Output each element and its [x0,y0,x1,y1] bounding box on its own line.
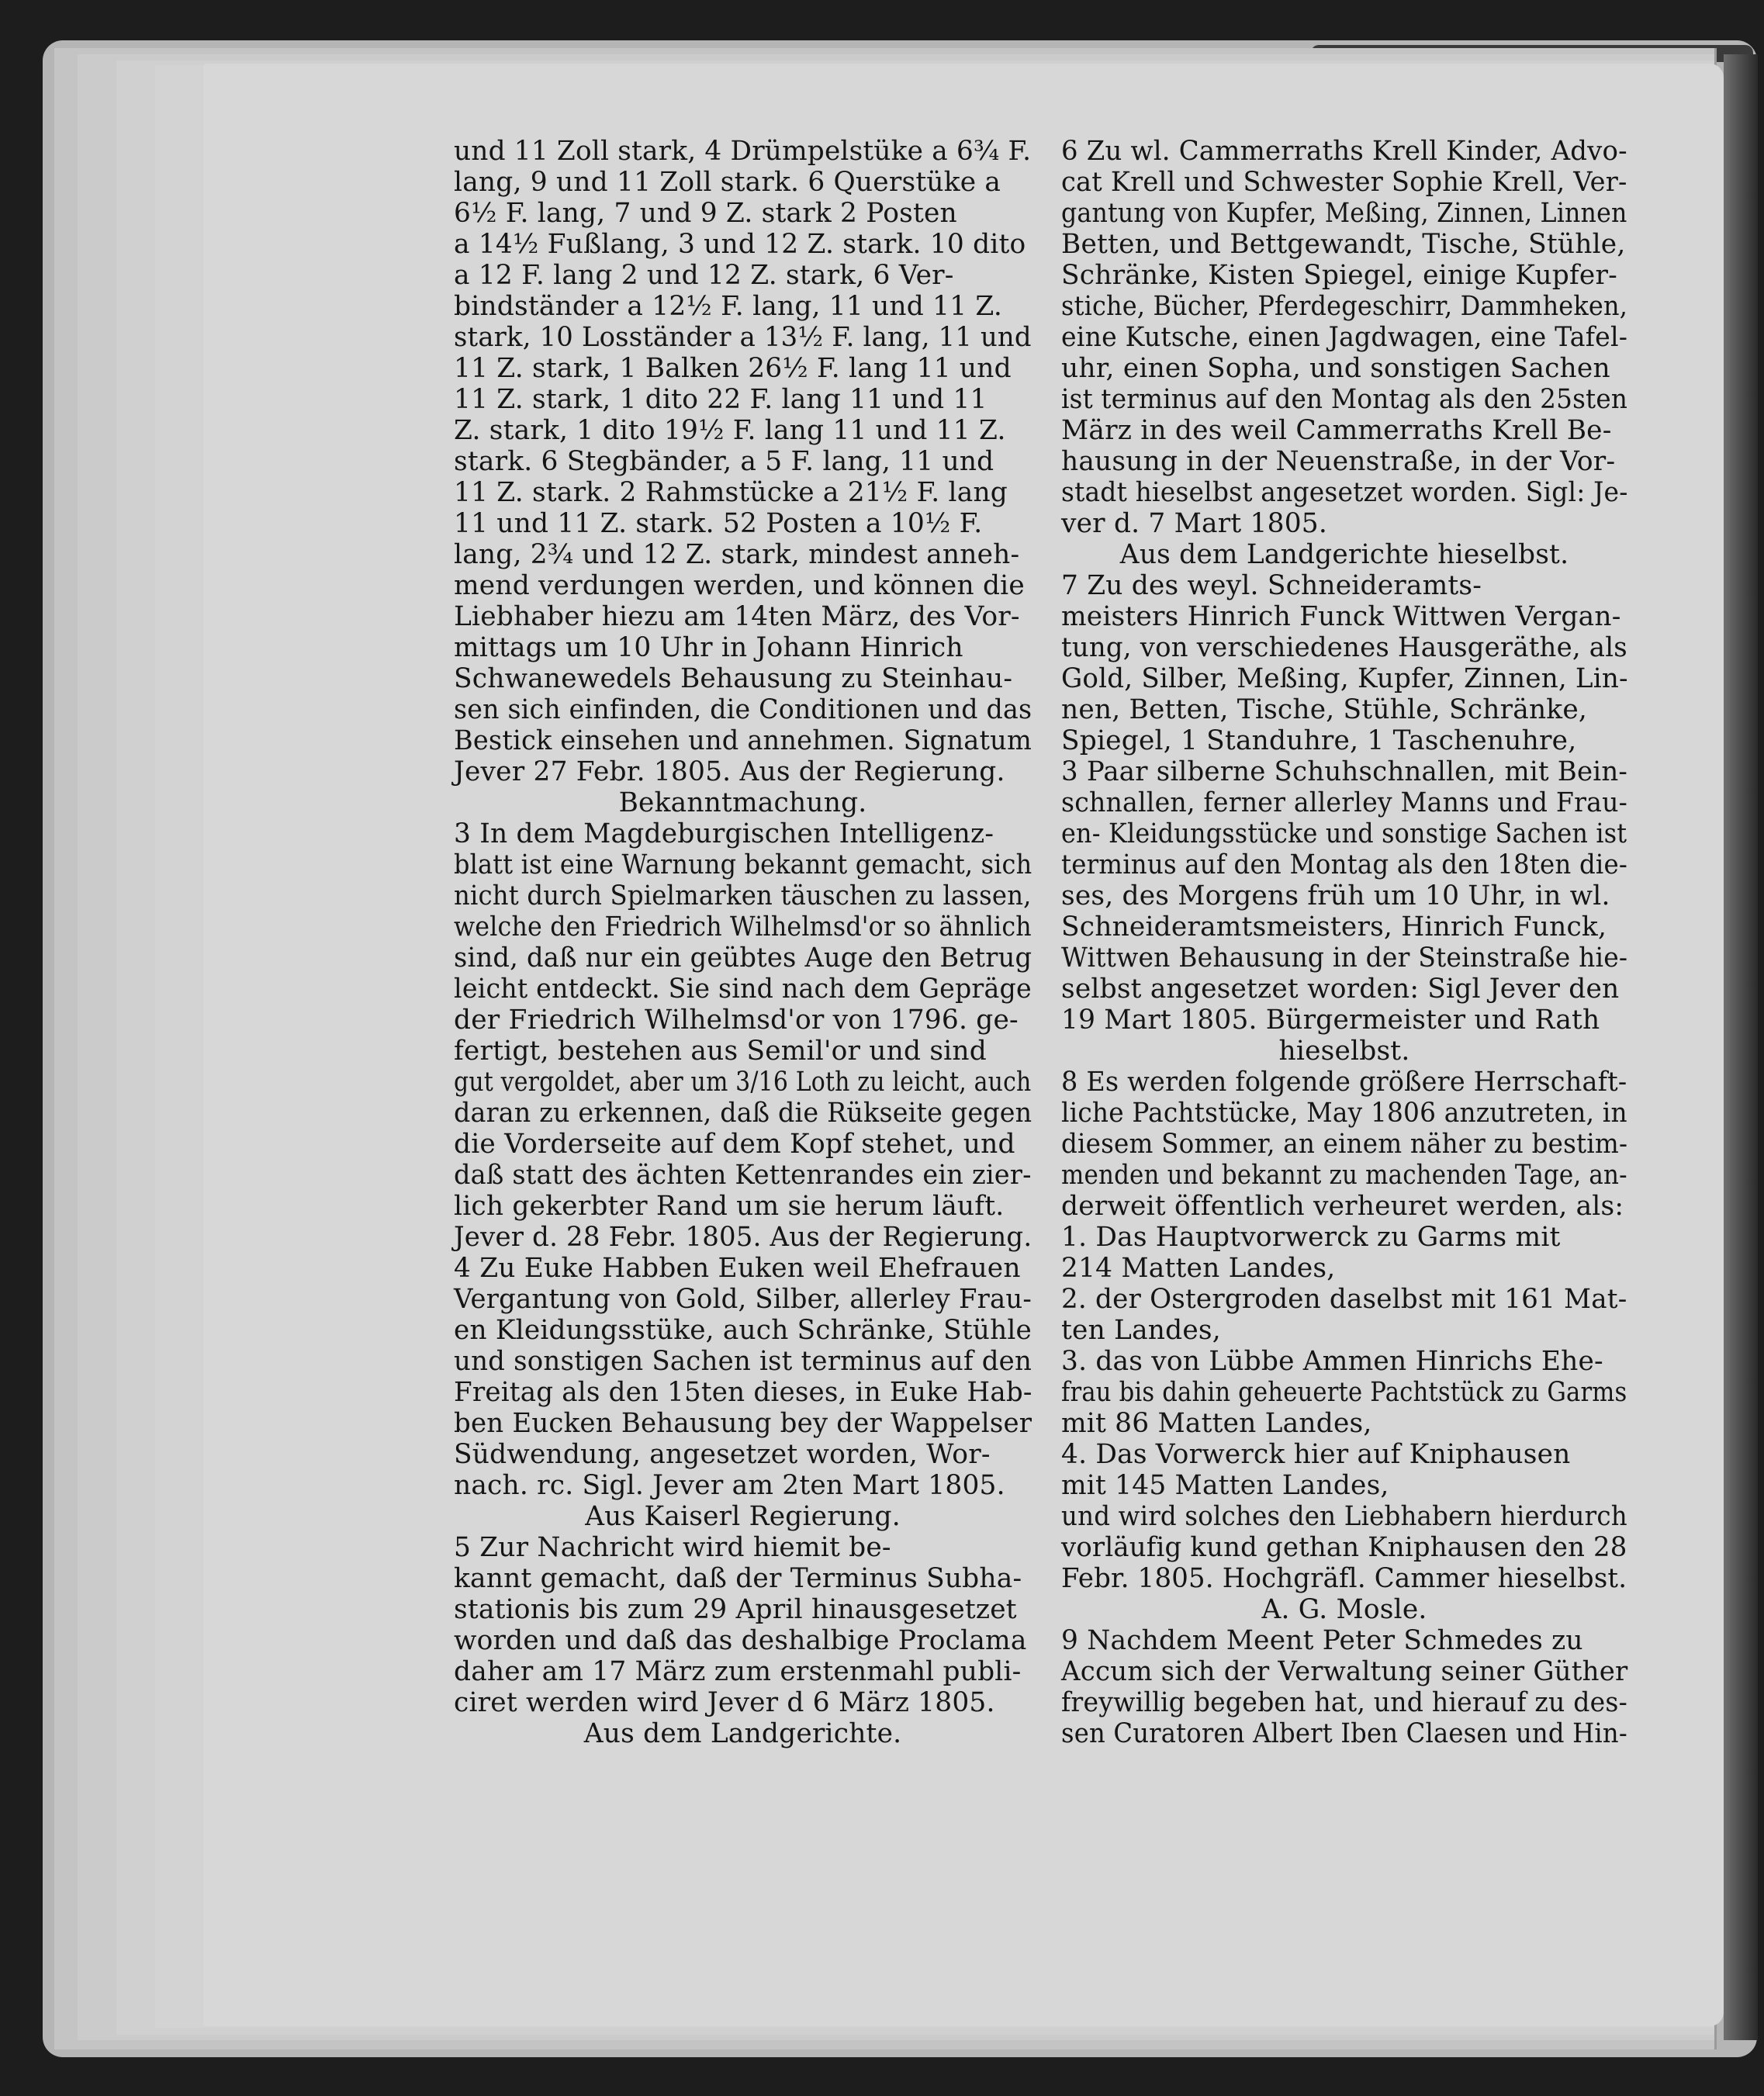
text-line: 3 In dem Magdeburgischen Intelligenz- [454,818,994,849]
text-line: stiche, Bücher, Pferdegeschirr, Dammheken, [1061,291,1628,322]
text-line: worden und daß das deshalbige Proclama [454,1625,1027,1656]
text-line: Wittwen Behausung in der Steinstraße hie- [1061,943,1628,974]
text-line: 4 Zu Euke Habben Euken weil Ehefrauen [454,1253,1021,1284]
text-line: 5 Zur Nachricht wird hiemit be- [454,1532,891,1563]
text-line: der Friedrich Wilhelmsd'or von 1796. ge- [454,1005,1019,1036]
text-line: Betten, und Bettgewandt, Tische, Stühle, [1061,229,1626,260]
text-line: sind, daß nur ein geübtes Auge den Betrug [454,943,1032,974]
text-line: stark. 6 Stegbänder, a 5 F. lang, 11 und [454,446,994,477]
book-gutter [1724,54,1758,2040]
text-line: Gold, Silber, Meßing, Kupfer, Zinnen, Lin- [1061,663,1628,694]
text-line: en- Kleidungsstücke und sonstige Sachen ist [1061,818,1627,849]
text-line: Bestick einsehen und annehmen. Signatum [454,725,1032,756]
text-line: mittags um 10 Uhr in Johann Hinrich [454,632,963,663]
text-line: freywillig begeben hat, und hierauf zu des- [1061,1687,1627,1718]
text-line: stark, 10 Losständer a 13½ F. lang, 11 und [454,322,1032,353]
text-line: ben Eucken Behausung bey der Wappelser [454,1408,1032,1439]
text-line: mend verdungen werden, und können die [454,570,1025,601]
text-line: selbst angesetzet worden: Sigl Jever den [1061,974,1620,1005]
text-line: en Kleidungsstüke, auch Schränke, Stühle [454,1315,1032,1346]
text-line: daß statt des ächten Kettenrandes ein zier- [454,1160,1032,1191]
text-line: nen, Betten, Tische, Stühle, Schränke, [1061,694,1588,725]
text-line: ses, des Morgens früh um 10 Uhr, in wl. [1061,880,1610,911]
text-line: daran zu erkennen, daß die Rükseite gegen [454,1098,1032,1129]
text-line: Aus dem Landgerichte. [583,1718,902,1749]
text-line: nicht durch Spielmarken täuschen zu lassen, [454,880,1032,911]
text-line: welche den Friedrich Wilhelmsd'or so ähnlich [454,911,1032,943]
text-line: Febr. 1805. Hochgräfl. Cammer hieselbst. [1061,1563,1627,1594]
right-text-column [1061,136,1627,1749]
text-line: leicht entdeckt. Sie sind nach dem Gepräge [454,974,1032,1005]
text-line: lang, 2¾ und 12 Z. stark, mindest anneh- [454,539,1020,570]
text-line: Bekanntmachung. [618,787,867,818]
text-line: die Vorderseite auf dem Kopf stehet, und [454,1129,1015,1160]
text-line: ver d. 7 Mart 1805. [1061,508,1328,539]
text-line: frau bis dahin geheuerte Pachtstück zu Garms [1061,1377,1627,1408]
text-line: cat Krell und Schwester Sophie Krell, Ver- [1061,167,1627,198]
text-line: bindständer a 12½ F. lang, 11 und 11 Z. [454,291,1003,322]
text-line: uhr, einen Sopha, und sonstigen Sachen [1061,353,1610,384]
text-line: 11 Z. stark. 2 Rahmstücke a 21½ F. lang [454,477,1008,508]
text-line: März in des weil Cammerraths Krell Be- [1061,415,1612,446]
text-line: und sonstigen Sachen ist terminus auf den [454,1346,1032,1377]
text-line: Aus dem Landgerichte hieselbst. [1119,539,1569,570]
text-line: 19 Mart 1805. Bürgermeister und Rath [1061,1005,1600,1036]
text-line: Jever 27 Febr. 1805. Aus der Regierung. [454,756,1005,787]
text-line: blatt ist eine Warnung bekannt gemacht, sich [454,849,1032,880]
text-line: stadt hieselbst angesetzet worden. Sigl: Je- [1061,477,1628,508]
text-line: tung, von verschiedenes Hausgeräthe, als [1061,632,1627,663]
text-line: gut vergoldet, aber um 3/16 Loth zu leicht, auch [454,1067,1032,1098]
text-line: 8 Es werden folgende größere Herrschaft- [1061,1067,1627,1098]
text-line: 3 Paar silberne Schuhschnallen, mit Bein- [1061,756,1628,787]
text-line: derweit öffentlich verheuret werden, als: [1061,1191,1624,1222]
text-line: Accum sich der Verwaltung seiner Güther [1061,1656,1628,1687]
text-line: sen sich einfinden, die Conditionen und das [454,694,1032,725]
text-line: Südwendung, angesetzet worden, Wor- [454,1439,991,1470]
text-line: 1. Das Hauptvorwerck zu Garms mit [1061,1222,1561,1253]
text-line: lang, 9 und 11 Zoll stark. 6 Querstüke a [454,167,1001,198]
text-line: daher am 17 März zum erstenmahl publi- [454,1656,1022,1687]
text-line: ten Landes, [1061,1315,1221,1346]
text-line: menden und bekannt zu machenden Tage, an- [1061,1160,1627,1191]
text-line: 7 Zu des weyl. Schneideramts- [1061,570,1482,601]
text-line: lich gekerbter Rand um sie herum läuft. [454,1191,1005,1222]
text-line: ciret werden wird Jever d 6 März 1805. [454,1687,995,1718]
text-line: liche Pachtstücke, May 1806 anzutreten, in [1061,1098,1627,1129]
text-line: stationis bis zum 29 April hinausgesetzet [454,1594,1017,1625]
text-line: 214 Matten Landes, [1061,1253,1336,1284]
text-line: nach. rc. Sigl. Jever am 2ten Mart 1805. [454,1470,1005,1501]
text-line: 4. Das Vorwerck hier auf Kniphausen [1061,1439,1571,1470]
text-line: 11 und 11 Z. stark. 52 Posten a 10½ F. [454,508,983,539]
text-line: schnallen, ferner allerley Manns und Frau- [1061,787,1628,818]
text-line: meisters Hinrich Funck Wittwen Vergan- [1061,601,1621,632]
text-line: a 12 F. lang 2 und 12 Z. stark, 6 Ver- [454,260,954,291]
text-line: 9 Nachdem Meent Peter Schmedes zu [1061,1625,1583,1656]
text-line: 6 Zu wl. Cammerraths Krell Kinder, Advo- [1061,136,1627,167]
text-line: und 11 Zoll stark, 4 Drümpelstüke a 6¾ F. [454,136,1032,167]
text-line: Schneideramtsmeisters, Hinrich Funck, [1061,911,1607,943]
text-line: A. G. Mosle. [1261,1594,1427,1625]
text-line: eine Kutsche, einen Jagdwagen, eine Tafel- [1061,322,1628,353]
text-line: Schwanewedels Behausung zu Steinhau- [454,663,1013,694]
text-line: Aus Kaiserl Regierung. [585,1501,901,1532]
text-line: Spiegel, 1 Standuhre, 1 Taschenuhre, [1061,725,1577,756]
text-line: ist terminus auf den Montag als den 25sten [1061,384,1628,415]
text-line: Vergantung von Gold, Silber, allerley Frau- [454,1284,1032,1315]
text-line: sen Curatoren Albert Iben Claesen und Hin- [1061,1718,1627,1749]
text-line: 11 Z. stark, 1 dito 22 F. lang 11 und 11 [454,384,987,415]
text-line: 3. das von Lübbe Ammen Hinrichs Ehe- [1061,1346,1603,1377]
text-line: vorläufig kund gethan Kniphausen den 28 [1061,1532,1627,1563]
text-line: Jever d. 28 Febr. 1805. Aus der Regierung. [454,1222,1032,1253]
text-line: fertigt, bestehen aus Semil'or und sind [454,1036,987,1067]
text-line: und wird solches den Liebhabern hierdurch [1061,1501,1627,1532]
text-line: mit 86 Matten Landes, [1061,1408,1372,1439]
text-line: Schränke, Kisten Spiegel, einige Kupfer- [1061,260,1617,291]
text-line: Z. stark, 1 dito 19½ F. lang 11 und 11 Z. [454,415,1006,446]
text-line: 11 Z. stark, 1 Balken 26½ F. lang 11 und [454,353,1012,384]
text-line: mit 145 Matten Landes, [1061,1470,1389,1501]
left-text-column [454,136,1032,1749]
text-line: hausung in der Neuenstraße, in der Vor- [1061,446,1616,477]
text-line: 2. der Ostergroden daselbst mit 161 Mat- [1061,1284,1627,1315]
text-line: a 14½ Fußlang, 3 und 12 Z. stark. 10 dito [454,229,1026,260]
text-line: terminus auf den Montag als den 18ten die- [1061,849,1628,880]
text-line: hieselbst. [1278,1036,1410,1067]
text-line: Liebhaber hiezu am 14ten März, des Vor- [454,601,1020,632]
text-line: kannt gemacht, daß der Terminus Subha- [454,1563,1022,1594]
text-line: Freitag als den 15ten dieses, in Euke Hab- [454,1377,1032,1408]
text-line: 6½ F. lang, 7 und 9 Z. stark 2 Posten [454,198,957,229]
text-line: diesem Sommer, an einem näher zu bestim- [1061,1129,1628,1160]
text-line: gantung von Kupfer, Meßing, Zinnen, Linnen [1061,198,1627,229]
